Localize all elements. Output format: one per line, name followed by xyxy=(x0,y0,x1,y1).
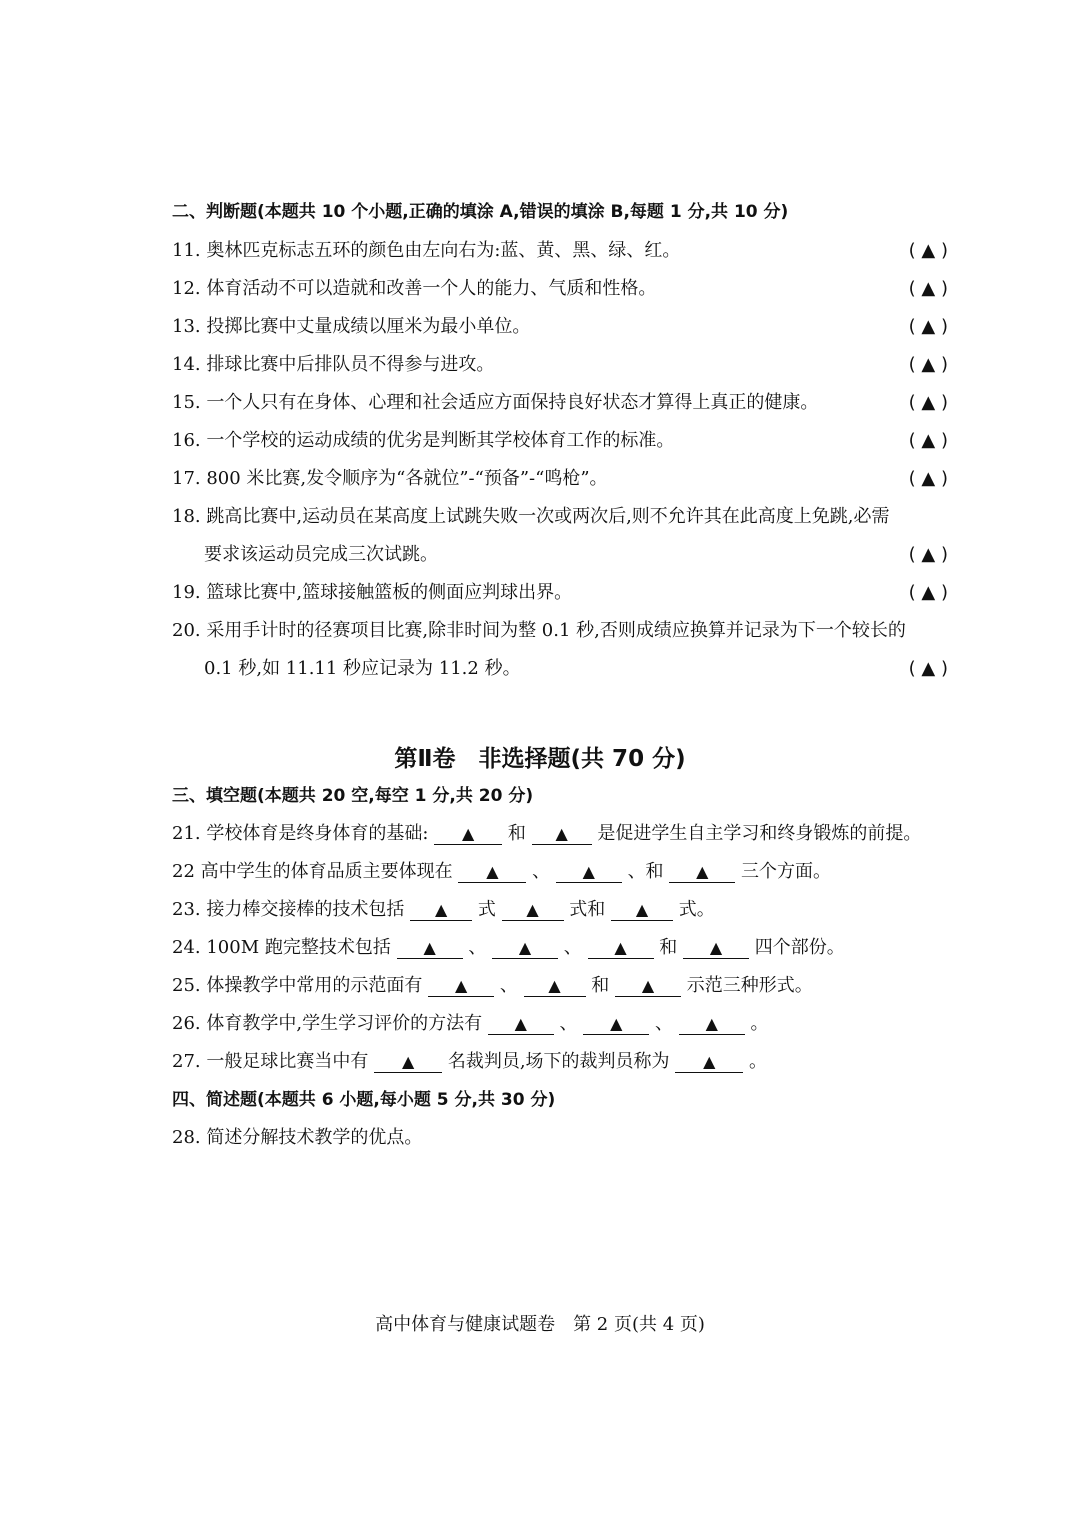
answer-mark: ( ▲ ) xyxy=(908,468,948,489)
question-20-line-2 xyxy=(204,657,948,681)
answer-blank[interactable]: ▲ xyxy=(397,938,463,959)
question-text: 14. 排球比赛中后排队员不得参与进攻。 xyxy=(172,354,495,375)
question-25 xyxy=(172,974,948,998)
question-text: 、 xyxy=(559,1013,578,1034)
question-11 xyxy=(172,239,948,263)
question-text: 17. 800 米比赛,发令顺序为“各就位”-“预备”-“鸣枪”。 xyxy=(172,468,608,489)
question-text: 26. 体育教学中,学生学习评价的方法有 xyxy=(172,1013,483,1034)
answer-blank[interactable]: ▲ xyxy=(458,862,526,883)
question-12 xyxy=(172,277,948,301)
question-text: 15. 一个人只有在身体、心理和社会适应方面保持良好状态才算得上真正的健康。 xyxy=(172,392,819,413)
answer-blank[interactable]: ▲ xyxy=(679,1014,745,1035)
question-text: 22 高中学生的体育品质主要体现在 xyxy=(172,861,453,882)
section-4-title: 四、简述题(本题共 6 小题,每小题 5 分,共 30 分) xyxy=(172,1090,556,1110)
question-text: 20. 采用手计时的径赛项目比赛,除非时间为整 0.1 秒,否则成绩应换算并记录为下一个较长的 xyxy=(172,620,906,641)
question-19 xyxy=(172,581,948,605)
answer-blank[interactable]: ▲ xyxy=(434,824,502,845)
question-18-line-1 xyxy=(172,505,948,529)
answer-blank[interactable]: ▲ xyxy=(683,938,749,959)
question-text: 16. 一个学校的运动成绩的优劣是判断其学校体育工作的标准。 xyxy=(172,430,675,451)
question-28: 28. 简述分解技术教学的优点。 xyxy=(172,1127,423,1148)
page-footer: 高中体育与健康试题卷 第 2 页(共 4 页) xyxy=(375,1314,705,1335)
answer-mark: ( ▲ ) xyxy=(908,544,948,565)
question-text: 23. 接力棒交接棒的技术包括 xyxy=(172,899,405,920)
answer-blank[interactable]: ▲ xyxy=(588,938,654,959)
question-text: 要求该运动员完成三次试跳。 xyxy=(204,544,438,565)
question-text: 24. 100M 跑完整技术包括 xyxy=(172,937,391,958)
question-text: 25. 体操教学中常用的示范面有 xyxy=(172,975,423,996)
question-15 xyxy=(172,391,948,415)
answer-mark: ( ▲ ) xyxy=(908,658,948,679)
question-text: 27. 一般足球比赛当中有 xyxy=(172,1051,369,1072)
question-text: 三个方面。 xyxy=(741,861,832,882)
question-text: 示范三种形式。 xyxy=(686,975,813,996)
question-26 xyxy=(172,1012,948,1036)
answer-mark: ( ▲ ) xyxy=(908,278,948,299)
answer-blank[interactable]: ▲ xyxy=(583,1014,649,1035)
question-text: 21. 学校体育是终身体育的基础: xyxy=(172,823,429,844)
answer-blank[interactable]: ▲ xyxy=(556,862,622,883)
part-2-title: 第Ⅱ卷 非选择题(共 70 分) xyxy=(394,746,686,772)
question-text: 19. 篮球比赛中,篮球接触篮板的侧面应判球出界。 xyxy=(172,582,573,603)
section-3-title: 三、填空题(本题共 20 空,每空 1 分,共 20 分) xyxy=(172,786,534,806)
question-18-line-2 xyxy=(204,543,948,567)
answer-blank[interactable]: ▲ xyxy=(492,938,558,959)
answer-blank[interactable]: ▲ xyxy=(675,1052,743,1073)
question-text: 名裁判员,场下的裁判员称为 xyxy=(447,1051,670,1072)
answer-blank[interactable]: ▲ xyxy=(611,900,673,921)
question-text: 、 xyxy=(499,975,518,996)
question-16 xyxy=(172,429,948,453)
answer-mark: ( ▲ ) xyxy=(908,316,948,337)
question-22 xyxy=(172,860,948,884)
question-text: 。 xyxy=(750,1013,769,1034)
answer-blank[interactable]: ▲ xyxy=(615,976,681,997)
question-text: 12. 体育活动不可以造就和改善一个人的能力、气质和性格。 xyxy=(172,278,657,299)
answer-mark: ( ▲ ) xyxy=(908,430,948,451)
question-text: 18. 跳高比赛中,运动员在某高度上试跳失败一次或两次后,则不允许其在此高度上免跳,必需 xyxy=(172,506,890,527)
question-text: 0.1 秒,如 11.11 秒应记录为 11.2 秒。 xyxy=(204,658,521,679)
question-text: 式 xyxy=(477,899,496,920)
section-2-title: 二、判断题(本题共 10 个小题,正确的填涂 A,错误的填涂 B,每题 1 分,共 10 分) xyxy=(172,202,789,222)
answer-blank[interactable]: ▲ xyxy=(502,900,564,921)
answer-mark: ( ▲ ) xyxy=(908,354,948,375)
answer-blank[interactable]: ▲ xyxy=(488,1014,554,1035)
question-17 xyxy=(172,467,948,491)
question-text: 和 xyxy=(591,975,610,996)
question-27 xyxy=(172,1050,948,1074)
question-text: 13. 投掷比赛中丈量成绩以厘米为最小单位。 xyxy=(172,316,531,337)
answer-blank[interactable]: ▲ xyxy=(410,900,472,921)
question-text: 、 xyxy=(532,861,551,882)
answer-blank[interactable]: ▲ xyxy=(532,824,592,845)
answer-blank[interactable]: ▲ xyxy=(374,1052,442,1073)
question-text: 四个部份。 xyxy=(754,937,845,958)
question-text: 式。 xyxy=(678,899,715,920)
question-23 xyxy=(172,898,948,922)
question-21 xyxy=(172,822,948,846)
question-text: 11. 奥林匹克标志五环的颜色由左向右为:蓝、黄、黑、绿、红。 xyxy=(172,240,681,261)
question-text: 式和 xyxy=(569,899,606,920)
answer-mark: ( ▲ ) xyxy=(908,392,948,413)
question-14 xyxy=(172,353,948,377)
question-text: 和 xyxy=(659,937,678,958)
answer-mark: ( ▲ ) xyxy=(908,240,948,261)
question-24 xyxy=(172,936,948,960)
answer-blank[interactable]: ▲ xyxy=(428,976,494,997)
question-text: 和 xyxy=(507,823,526,844)
answer-blank[interactable]: ▲ xyxy=(669,862,735,883)
question-20-line-1 xyxy=(172,619,948,643)
question-13 xyxy=(172,315,948,339)
question-text: 是促进学生自主学习和终身锻炼的前提。 xyxy=(597,823,922,844)
question-text: 、 xyxy=(563,937,582,958)
answer-mark: ( ▲ ) xyxy=(908,582,948,603)
question-text: 、和 xyxy=(627,861,664,882)
answer-blank[interactable]: ▲ xyxy=(524,976,586,997)
question-text: 。 xyxy=(749,1051,768,1072)
question-text: 、 xyxy=(655,1013,674,1034)
question-text: 、 xyxy=(468,937,487,958)
